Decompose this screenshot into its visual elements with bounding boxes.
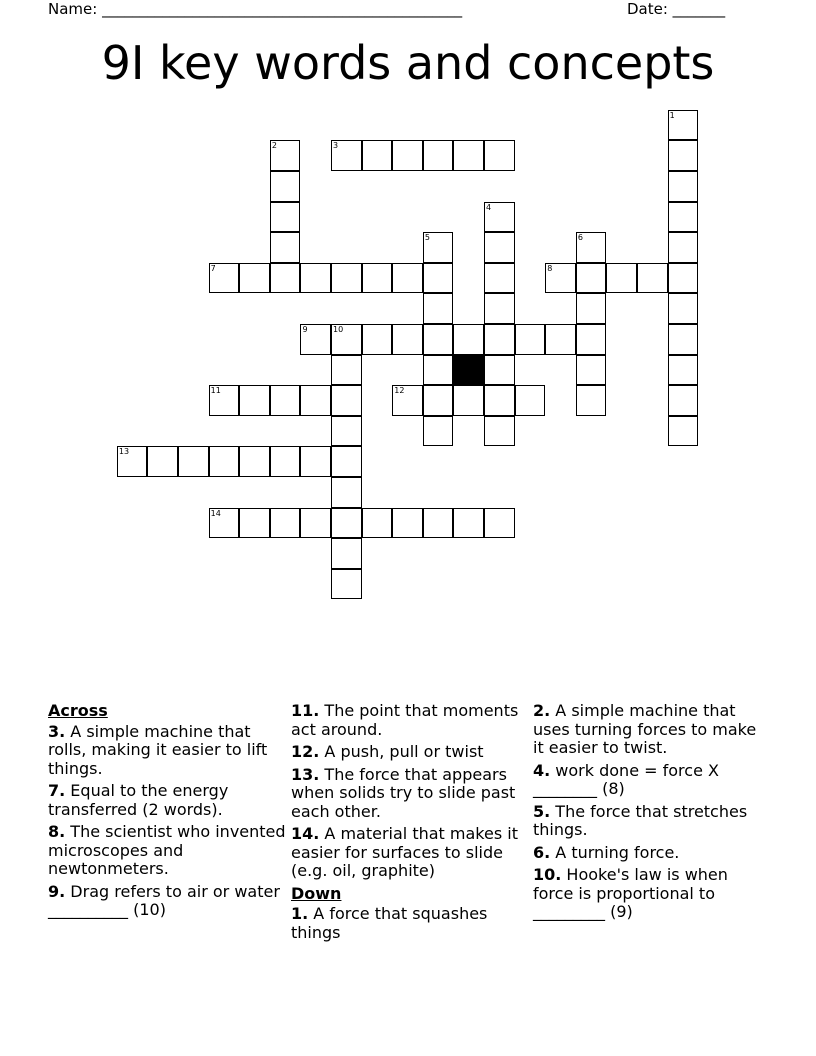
grid-cell[interactable]	[484, 324, 515, 355]
grid-cell[interactable]	[362, 508, 393, 539]
clue-number-label: 1	[669, 110, 675, 120]
grid-cell[interactable]	[209, 263, 240, 294]
grid-cell[interactable]	[668, 232, 699, 263]
grid-cell[interactable]	[576, 324, 607, 355]
clue-number-label: 8	[547, 263, 553, 273]
clue-number: 11.	[291, 701, 320, 720]
clue-number: 1.	[291, 904, 309, 923]
grid-cell[interactable]	[300, 385, 331, 416]
grid-cell[interactable]	[331, 140, 362, 171]
grid-cell[interactable]	[331, 569, 362, 600]
grid-cell[interactable]	[300, 324, 331, 355]
grid-cell[interactable]	[147, 446, 178, 477]
grid-cell[interactable]	[576, 385, 607, 416]
grid-cell[interactable]	[362, 324, 393, 355]
grid-cell[interactable]	[668, 110, 699, 141]
grid-cell[interactable]	[331, 355, 362, 386]
grid-cell[interactable]	[392, 385, 423, 416]
grid-cell[interactable]	[484, 232, 515, 263]
grid-cell[interactable]	[453, 508, 484, 539]
clue-text: work done = force X ________ (8)	[533, 760, 719, 798]
grid-cell[interactable]	[423, 232, 454, 263]
grid-cell[interactable]	[331, 416, 362, 447]
clue	[48, 883, 288, 920]
grid-cell[interactable]	[423, 385, 454, 416]
down-heading: Down	[291, 883, 342, 903]
clue-text: Equal to the energy transferred (2 words).	[48, 781, 229, 819]
name-field: Name: ________________________________________________	[48, 0, 463, 18]
grid-cell[interactable]	[484, 416, 515, 447]
clues-column-3	[533, 702, 768, 926]
clue-text: A push, pull or twist	[319, 742, 484, 761]
grid-cell[interactable]	[576, 293, 607, 324]
grid-cell[interactable]	[392, 324, 423, 355]
grid-cell[interactable]	[239, 508, 270, 539]
grid-cell[interactable]	[300, 446, 331, 477]
clue-number-label: 6	[577, 233, 583, 243]
grid-cell[interactable]	[362, 140, 393, 171]
grid-cell[interactable]	[117, 446, 148, 477]
grid-cell[interactable]	[423, 508, 454, 539]
clue-text: The point that moments act around.	[291, 701, 519, 739]
clue-number-label: 4	[486, 202, 492, 212]
grid-cell[interactable]	[484, 202, 515, 233]
grid-cell[interactable]	[270, 140, 301, 171]
grid-cell[interactable]	[178, 446, 209, 477]
clue-text: Drag refers to air or water __________ (10)	[48, 881, 280, 919]
grid-cell[interactable]	[484, 263, 515, 294]
clue-number-label: 7	[210, 263, 216, 273]
grid-cell[interactable]	[331, 508, 362, 539]
grid-cell[interactable]	[270, 263, 301, 294]
clue	[291, 702, 531, 739]
grid-cell[interactable]	[668, 385, 699, 416]
grid-cell[interactable]	[545, 263, 576, 294]
grid-cell[interactable]	[362, 263, 393, 294]
clue-text: A simple machine that uses turning forces to make it easier to twist.	[533, 701, 757, 757]
clue-number: 7.	[48, 781, 66, 800]
grid-cell[interactable]	[423, 416, 454, 447]
clue-number-label: 3	[333, 141, 339, 151]
grid-cell[interactable]	[270, 232, 301, 263]
clue	[48, 782, 288, 819]
clue-number-label: 11	[210, 386, 221, 396]
grid-cell[interactable]	[270, 508, 301, 539]
clue	[48, 723, 288, 779]
grid-cell[interactable]	[392, 508, 423, 539]
grid-cell[interactable]	[668, 416, 699, 447]
clue-number: 14.	[291, 824, 320, 843]
grid-cell[interactable]	[239, 446, 270, 477]
clue-number-label: 5	[424, 233, 430, 243]
clue-number: 12.	[291, 742, 320, 761]
grid-cell[interactable]	[453, 140, 484, 171]
clue-text: A turning force.	[550, 842, 680, 862]
page-title: 9I key words and concepts	[101, 36, 715, 90]
grid-cell[interactable]	[606, 263, 637, 294]
grid-cell[interactable]	[300, 263, 331, 294]
clue-text: The force that stretches things.	[533, 801, 748, 839]
clue	[533, 844, 768, 863]
grid-cell[interactable]	[545, 324, 576, 355]
grid-cell[interactable]	[668, 140, 699, 171]
clue-number: 4.	[533, 760, 551, 780]
grid-cell[interactable]	[331, 538, 362, 569]
grid-cell[interactable]	[668, 263, 699, 294]
clue-number-label: 14	[210, 508, 221, 518]
grid-cell[interactable]	[423, 324, 454, 355]
grid-cell[interactable]	[239, 385, 270, 416]
grid-cell[interactable]	[331, 324, 362, 355]
grid-cell[interactable]	[209, 508, 240, 539]
grid-cell[interactable]	[576, 232, 607, 263]
grid-cell[interactable]	[392, 263, 423, 294]
clue-text: The scientist who invented microscopes and newtonmeters.	[48, 822, 286, 878]
grid-cell[interactable]	[270, 446, 301, 477]
clue	[291, 743, 531, 762]
clue	[533, 702, 768, 758]
clue-number: 5.	[533, 801, 551, 821]
clues-column-2	[291, 702, 531, 946]
clues-column-1	[48, 702, 288, 924]
grid-cell[interactable]	[453, 324, 484, 355]
clue-number: 9.	[48, 881, 66, 901]
clue	[533, 803, 768, 840]
grid-cell[interactable]	[392, 140, 423, 171]
clue-text: Hooke's law is when force is proportional to _________ (9)	[533, 865, 728, 921]
grid-cell[interactable]	[331, 477, 362, 508]
grid-cell[interactable]	[331, 263, 362, 294]
black-cell	[453, 355, 484, 386]
grid-cell[interactable]	[423, 293, 454, 324]
grid-cell[interactable]	[637, 263, 668, 294]
grid-cell[interactable]	[484, 385, 515, 416]
grid-cell[interactable]	[484, 508, 515, 539]
clue-text: A force that squashes things	[291, 904, 488, 942]
clue-number-label: 12	[394, 386, 405, 396]
grid-cell[interactable]	[423, 355, 454, 386]
clue-number: 6.	[533, 842, 551, 862]
clue	[533, 762, 768, 799]
grid-cell[interactable]	[209, 446, 240, 477]
grid-cell[interactable]	[270, 202, 301, 233]
grid-cell[interactable]	[331, 446, 362, 477]
grid-cell[interactable]	[300, 508, 331, 539]
clue	[48, 823, 288, 879]
grid-cell[interactable]	[484, 140, 515, 171]
grid-cell[interactable]	[423, 263, 454, 294]
grid-cell[interactable]	[515, 385, 546, 416]
clue-number-label: 2	[271, 141, 277, 151]
grid-cell[interactable]	[239, 263, 270, 294]
grid-cell[interactable]	[270, 171, 301, 202]
clue	[533, 866, 768, 922]
grid-cell[interactable]	[423, 140, 454, 171]
grid-cell[interactable]	[209, 385, 240, 416]
clue-text: A material that makes it easier for surfaces to slide (e.g. oil, graphite)	[291, 824, 518, 880]
clue	[291, 766, 531, 822]
grid-cell[interactable]	[270, 385, 301, 416]
clue-number-label: 9	[302, 325, 308, 335]
grid-cell[interactable]	[515, 324, 546, 355]
grid-cell[interactable]	[668, 202, 699, 233]
grid-cell[interactable]	[484, 355, 515, 386]
grid-cell[interactable]	[576, 355, 607, 386]
clue-text: The force that appears when solids try to slide past each other.	[291, 764, 516, 821]
clue-number: 8.	[48, 822, 66, 841]
grid-cell[interactable]	[576, 263, 607, 294]
clue-number: 3.	[48, 721, 66, 741]
clue-number-label: 13	[118, 447, 130, 457]
grid-cell[interactable]	[331, 385, 362, 416]
grid-cell[interactable]	[668, 171, 699, 202]
date-field: Date: _______	[627, 0, 726, 18]
clue-number: 10.	[533, 865, 562, 884]
grid-cell[interactable]	[668, 293, 699, 324]
clue	[291, 825, 531, 881]
grid-cell[interactable]	[668, 355, 699, 386]
grid-cell[interactable]	[484, 293, 515, 324]
clue	[291, 905, 531, 942]
grid-cell[interactable]	[668, 324, 699, 355]
clue-text: A simple machine that rolls, making it easier to lift things.	[48, 721, 268, 778]
grid-cell[interactable]	[453, 385, 484, 416]
clue-number: 13.	[291, 764, 320, 784]
clue-number-label: 10	[333, 325, 344, 335]
across-heading: Across	[48, 701, 108, 720]
clue-number: 2.	[533, 701, 551, 720]
